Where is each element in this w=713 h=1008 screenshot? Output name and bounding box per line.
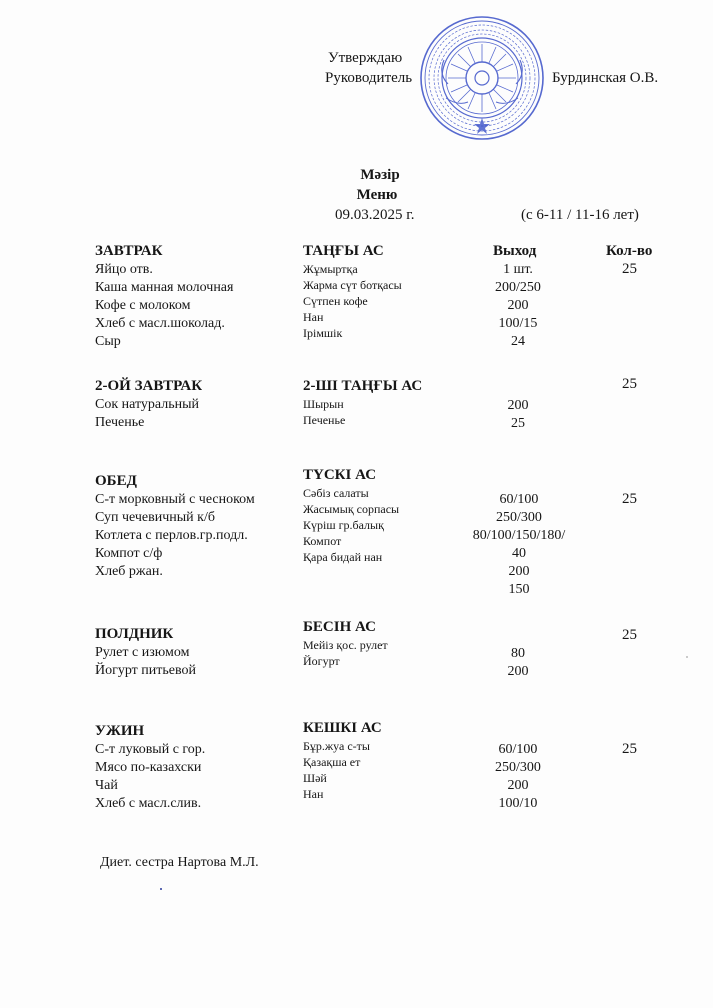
meal-title-kz: КЕШКІ АС xyxy=(303,720,382,736)
menu-date: 09.03.2025 г. xyxy=(335,207,415,223)
menu-item-ru: Хлеб с масл.шоколад. xyxy=(95,316,225,331)
output-value: 200 xyxy=(507,664,529,679)
menu-item-kz: Сәбіз салаты xyxy=(303,486,369,500)
output-value: 60/100 xyxy=(499,492,539,507)
scan-speck xyxy=(686,656,688,658)
output-value: 80/100/150/180/ xyxy=(472,528,566,543)
meal-items-ru xyxy=(95,261,233,351)
menu-item-kz: Жарма сүт ботқасы xyxy=(303,278,402,292)
menu-title-kz: Мәзір xyxy=(360,167,400,183)
menu-item-ru: Рулет с изюмом xyxy=(95,645,190,660)
menu-item-ru: Яйцо отв. xyxy=(95,262,153,277)
output-value: 40 xyxy=(512,546,526,561)
menu-item-ru: Мясо по-казахски xyxy=(95,760,202,775)
output-value: 200 xyxy=(508,564,530,579)
meal-outputs xyxy=(468,741,568,813)
meal-items-ru xyxy=(95,741,205,813)
output-value: 24 xyxy=(511,334,525,349)
menu-item-kz: Қазақша ет xyxy=(303,755,361,769)
menu-item-ru: Сыр xyxy=(95,334,121,349)
meal-title-kz: ТҮСКІ АС xyxy=(303,467,377,483)
output-value: 60/100 xyxy=(498,742,538,757)
menu-item-ru: С-т морковный с чесноком xyxy=(95,492,255,507)
menu-item-ru: Печенье xyxy=(95,415,145,430)
position-label: Руководитель xyxy=(325,70,413,86)
meal-title-kz: БЕСІН АС xyxy=(303,619,376,635)
output-value: 200 xyxy=(507,398,529,413)
count-header: Кол-во xyxy=(606,243,653,259)
official-stamp xyxy=(418,14,546,142)
meal-outputs xyxy=(468,645,568,681)
menu-item-kz: Мейіз қос. рулет xyxy=(303,638,388,652)
meal-title-ru: УЖИН xyxy=(95,723,145,739)
menu-item-ru: Чай xyxy=(95,778,118,793)
meal-items-kz xyxy=(303,261,402,341)
output-value: 150 xyxy=(508,582,530,597)
meal-items-kz xyxy=(303,485,399,565)
meal-title-ru: ПОЛДНИК xyxy=(95,626,174,642)
menu-item-ru: Суп чечевичный к/б xyxy=(95,510,215,525)
meal-title-ru: 2-ОЙ ЗАВТРАК xyxy=(95,378,203,394)
menu-item-ru: Йогурт питьевой xyxy=(95,663,196,678)
menu-item-ru: Сок натуральный xyxy=(95,397,200,412)
menu-item-kz: Компот xyxy=(303,534,342,548)
menu-item-kz: Йогурт xyxy=(303,654,340,668)
meal-title-kz: 2-ШІ ТАҢҒЫ АС xyxy=(303,378,423,394)
menu-item-ru: Компот с/ф xyxy=(95,546,163,561)
meal-outputs xyxy=(458,491,580,599)
output-header: Выход xyxy=(493,243,537,259)
meal-count: 25 xyxy=(622,376,637,392)
menu-item-kz: Ірімшік xyxy=(303,326,343,340)
meal-count: 25 xyxy=(622,741,637,757)
output-value: 100/10 xyxy=(498,796,538,811)
meal-items-kz xyxy=(303,738,370,802)
meal-count: 25 xyxy=(622,627,637,643)
menu-item-kz: Сүтпен кофе xyxy=(303,294,368,308)
menu-item-kz: Печенье xyxy=(303,413,346,427)
menu-item-ru: Кофе с молоком xyxy=(95,298,191,313)
menu-item-kz: Шырын xyxy=(303,397,344,411)
menu-title-ru: Меню xyxy=(356,187,398,203)
meal-items-kz xyxy=(303,396,345,428)
output-value: 200 xyxy=(507,778,529,793)
menu-item-ru: С-т луковый с гор. xyxy=(95,742,206,757)
meal-title-ru: ЗАВТРАК xyxy=(95,243,163,259)
menu-item-kz: Бұр.жуа с-ты xyxy=(303,739,370,753)
meal-title-ru: ОБЕД xyxy=(95,473,137,489)
scan-speck xyxy=(160,888,162,890)
output-value: 100/15 xyxy=(498,316,538,331)
dietitian-signature-line: Диет. сестра Нартова М.Л. xyxy=(100,855,259,870)
menu-item-kz: Жасымық сорпасы xyxy=(303,502,400,516)
meal-count: 25 xyxy=(622,491,637,507)
menu-item-ru: Котлета с перлов.гр.подл. xyxy=(95,528,248,543)
output-value: 250/300 xyxy=(495,760,541,775)
meal-outputs xyxy=(468,397,568,433)
output-value: 1 шт. xyxy=(503,262,533,277)
menu-item-kz: Қара бидай нан xyxy=(303,550,383,564)
menu-item-ru: Хлеб ржан. xyxy=(95,564,163,579)
menu-item-ru: Каша манная молочная xyxy=(95,280,234,295)
output-value: 200/250 xyxy=(495,280,541,295)
output-value: 200 xyxy=(507,298,529,313)
menu-item-kz: Нан xyxy=(303,310,324,324)
meal-outputs xyxy=(468,261,568,351)
output-value: 250/300 xyxy=(496,510,542,525)
meal-title-kz: ТАҢҒЫ АС xyxy=(303,243,384,259)
meal-items-ru xyxy=(95,491,255,581)
meal-items-ru xyxy=(95,396,199,432)
meal-count: 25 xyxy=(622,261,637,277)
age-range: (с 6-11 / 11-16 лет) xyxy=(521,207,639,223)
menu-item-kz: Жұмыртқа xyxy=(303,262,358,276)
meal-items-ru xyxy=(95,644,196,680)
output-value: 80 xyxy=(511,646,525,661)
menu-item-kz: Шәй xyxy=(303,771,327,785)
menu-item-ru: Хлеб с масл.слив. xyxy=(95,796,202,811)
director-name: Бурдинская О.В. xyxy=(552,70,659,86)
menu-item-kz: Күріш гр.балық xyxy=(303,518,384,532)
menu-item-kz: Нан xyxy=(303,787,324,801)
meal-items-kz xyxy=(303,637,388,669)
approve-label: Утверждаю xyxy=(328,50,403,66)
output-value: 25 xyxy=(511,416,525,431)
